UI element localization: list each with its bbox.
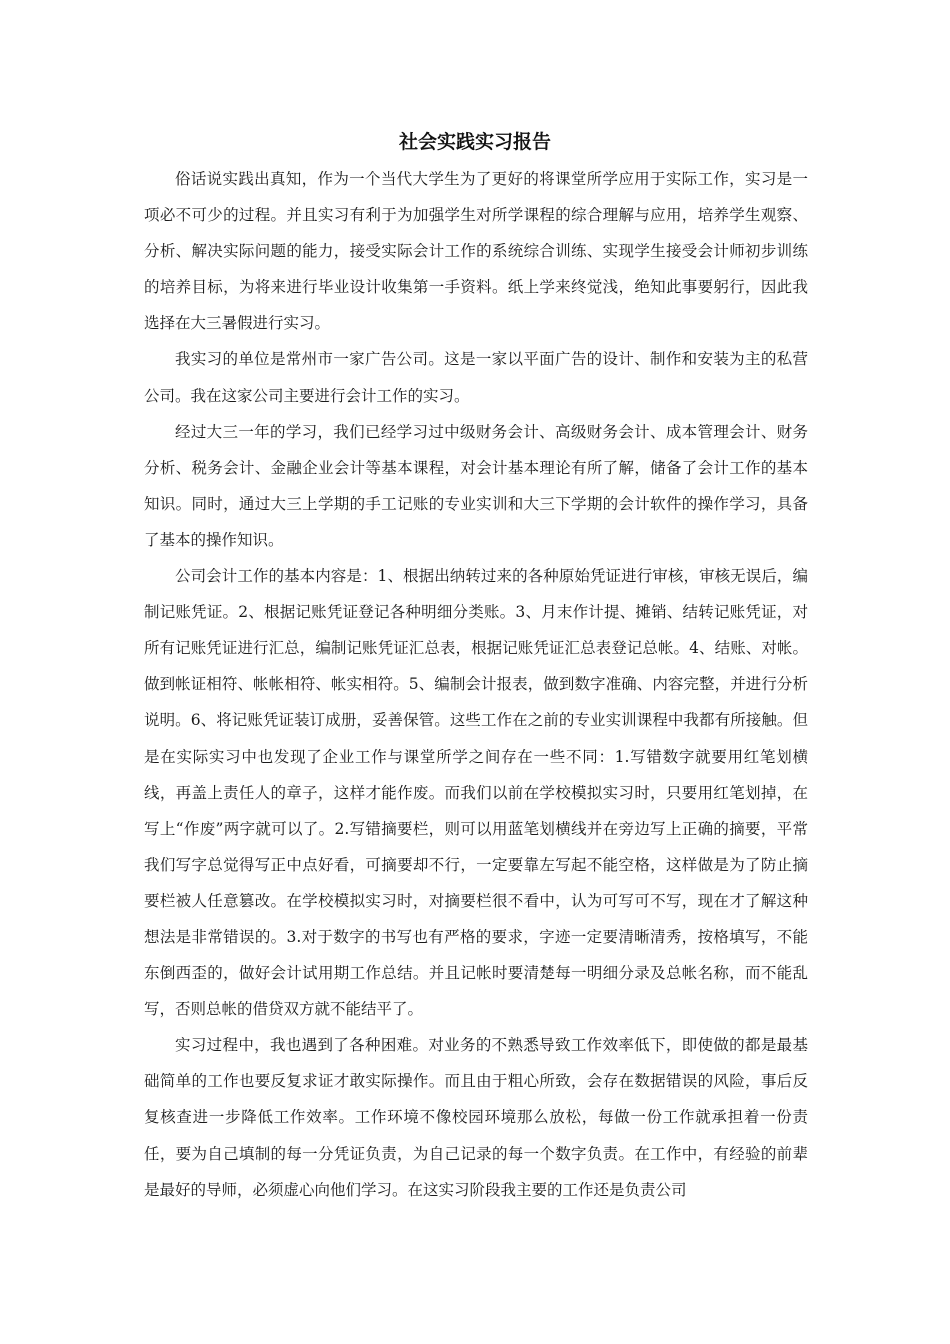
paragraph-internship-unit: 我实习的单位是常州市一家广告公司。这是一家以平面广告的设计、制作和安装为主的私营公司。我在这家公司主要进行会计工作的实习。 xyxy=(144,350,808,405)
paragraph-background: 经过大三一年的学习，我们已经学习过中级财务会计、高级财务会计、成本管理会计、财务分析、税务会计、金融企业会计等基本课程，对会计基本理论有所了解，储备了会计工作的基本知识。同时，通过大三上学期的手工记账的专业实训和大三下学期的会计软件的操作学习，具备了基本的操作知识。 xyxy=(144,422,808,549)
paragraph-intro: 俗话说实践出真知，作为一个当代大学生为了更好的将课堂所学应用于实际工作，实习是一项必不可少的过程。并且实习有利于为加强学生对所学课程的综合理解与应用，培养学生观察、分析、解决实际问题的能力，接受实际会计工作的系统综合训练、实现学生接受会计师初步训练的培养目标，为将来进行毕业设计收集第一手资料。纸上学来终觉浅，绝知此事要躬行，因此我选择在大三暑假进行实习。 xyxy=(144,170,808,333)
document-body xyxy=(144,161,808,1208)
page-title: 社会实践实习报告 xyxy=(398,131,551,153)
paragraph-difficulties: 实习过程中，我也遇到了各种困难。对业务的不熟悉导致工作效率低下，即使做的都是最基础简单的工作也要反复求证才敢实际操作。而且由于粗心所致，会存在数据错误的风险，事后反复核查进一步降低工作效率。工作环境不像校园环境那么放松，每做一份工作就承担着一份责任，要为自己填制的每一分凭证负责，为自己记录的每一个数字负责。在工作中，有经验的前辈是最好的导师，必须虚心向他们学习。在这实习阶段我主要的工作还是负责公司 xyxy=(144,1036,808,1199)
paragraph-work-content: 公司会计工作的基本内容是：1、根据出纳转过来的各种原始凭证进行审核，审核无误后，编制记账凭证。2、根据记账凭证登记各种明细分类账。3、月末作计提、摊销、结转记账凭证，对所有记账凭证进行汇总，编制记账凭证汇总表，根据记账凭证汇总表登记总帐。4、结账、对帐。做到帐证相符、帐帐相符、帐实相符。5、编制会计报表，做到数字准确、内容完整，并进行分析说明。6、将记账凭证装订成册，妥善保管。这些工作在之前的专业实训课程中我都有所接触。但是在实际实习中也发现了企业工作与课堂所学之间存在一些不同：1.写错数字就要用红笔划横线，再盖上责任人的章子，这样才能作废。而我们以前在学校模拟实习时，只要用红笔划掉，在写上“作废”两字就可以了。2.写错摘要栏，则可以用蓝笔划横线并在旁边写上正确的摘要，平常我们写字总觉得写正中点好看，可摘要却不行，一定要靠左写起不能空格，这样做是为了防止摘要栏被人任意篡改。在学校模拟实习时，对摘要栏很不看中，认为可写可不写，现在才了解这种想法是非常错误的。3.对于数字的书写也有严格的要求，字迹一定要清晰清秀，按格填写，不能东倒西歪的，做好会计试用期工作总结。并且记帐时要清楚每一明细分录及总帐名称，而不能乱写，否则总帐的借贷双方就不能结平了。 xyxy=(144,567,808,1019)
